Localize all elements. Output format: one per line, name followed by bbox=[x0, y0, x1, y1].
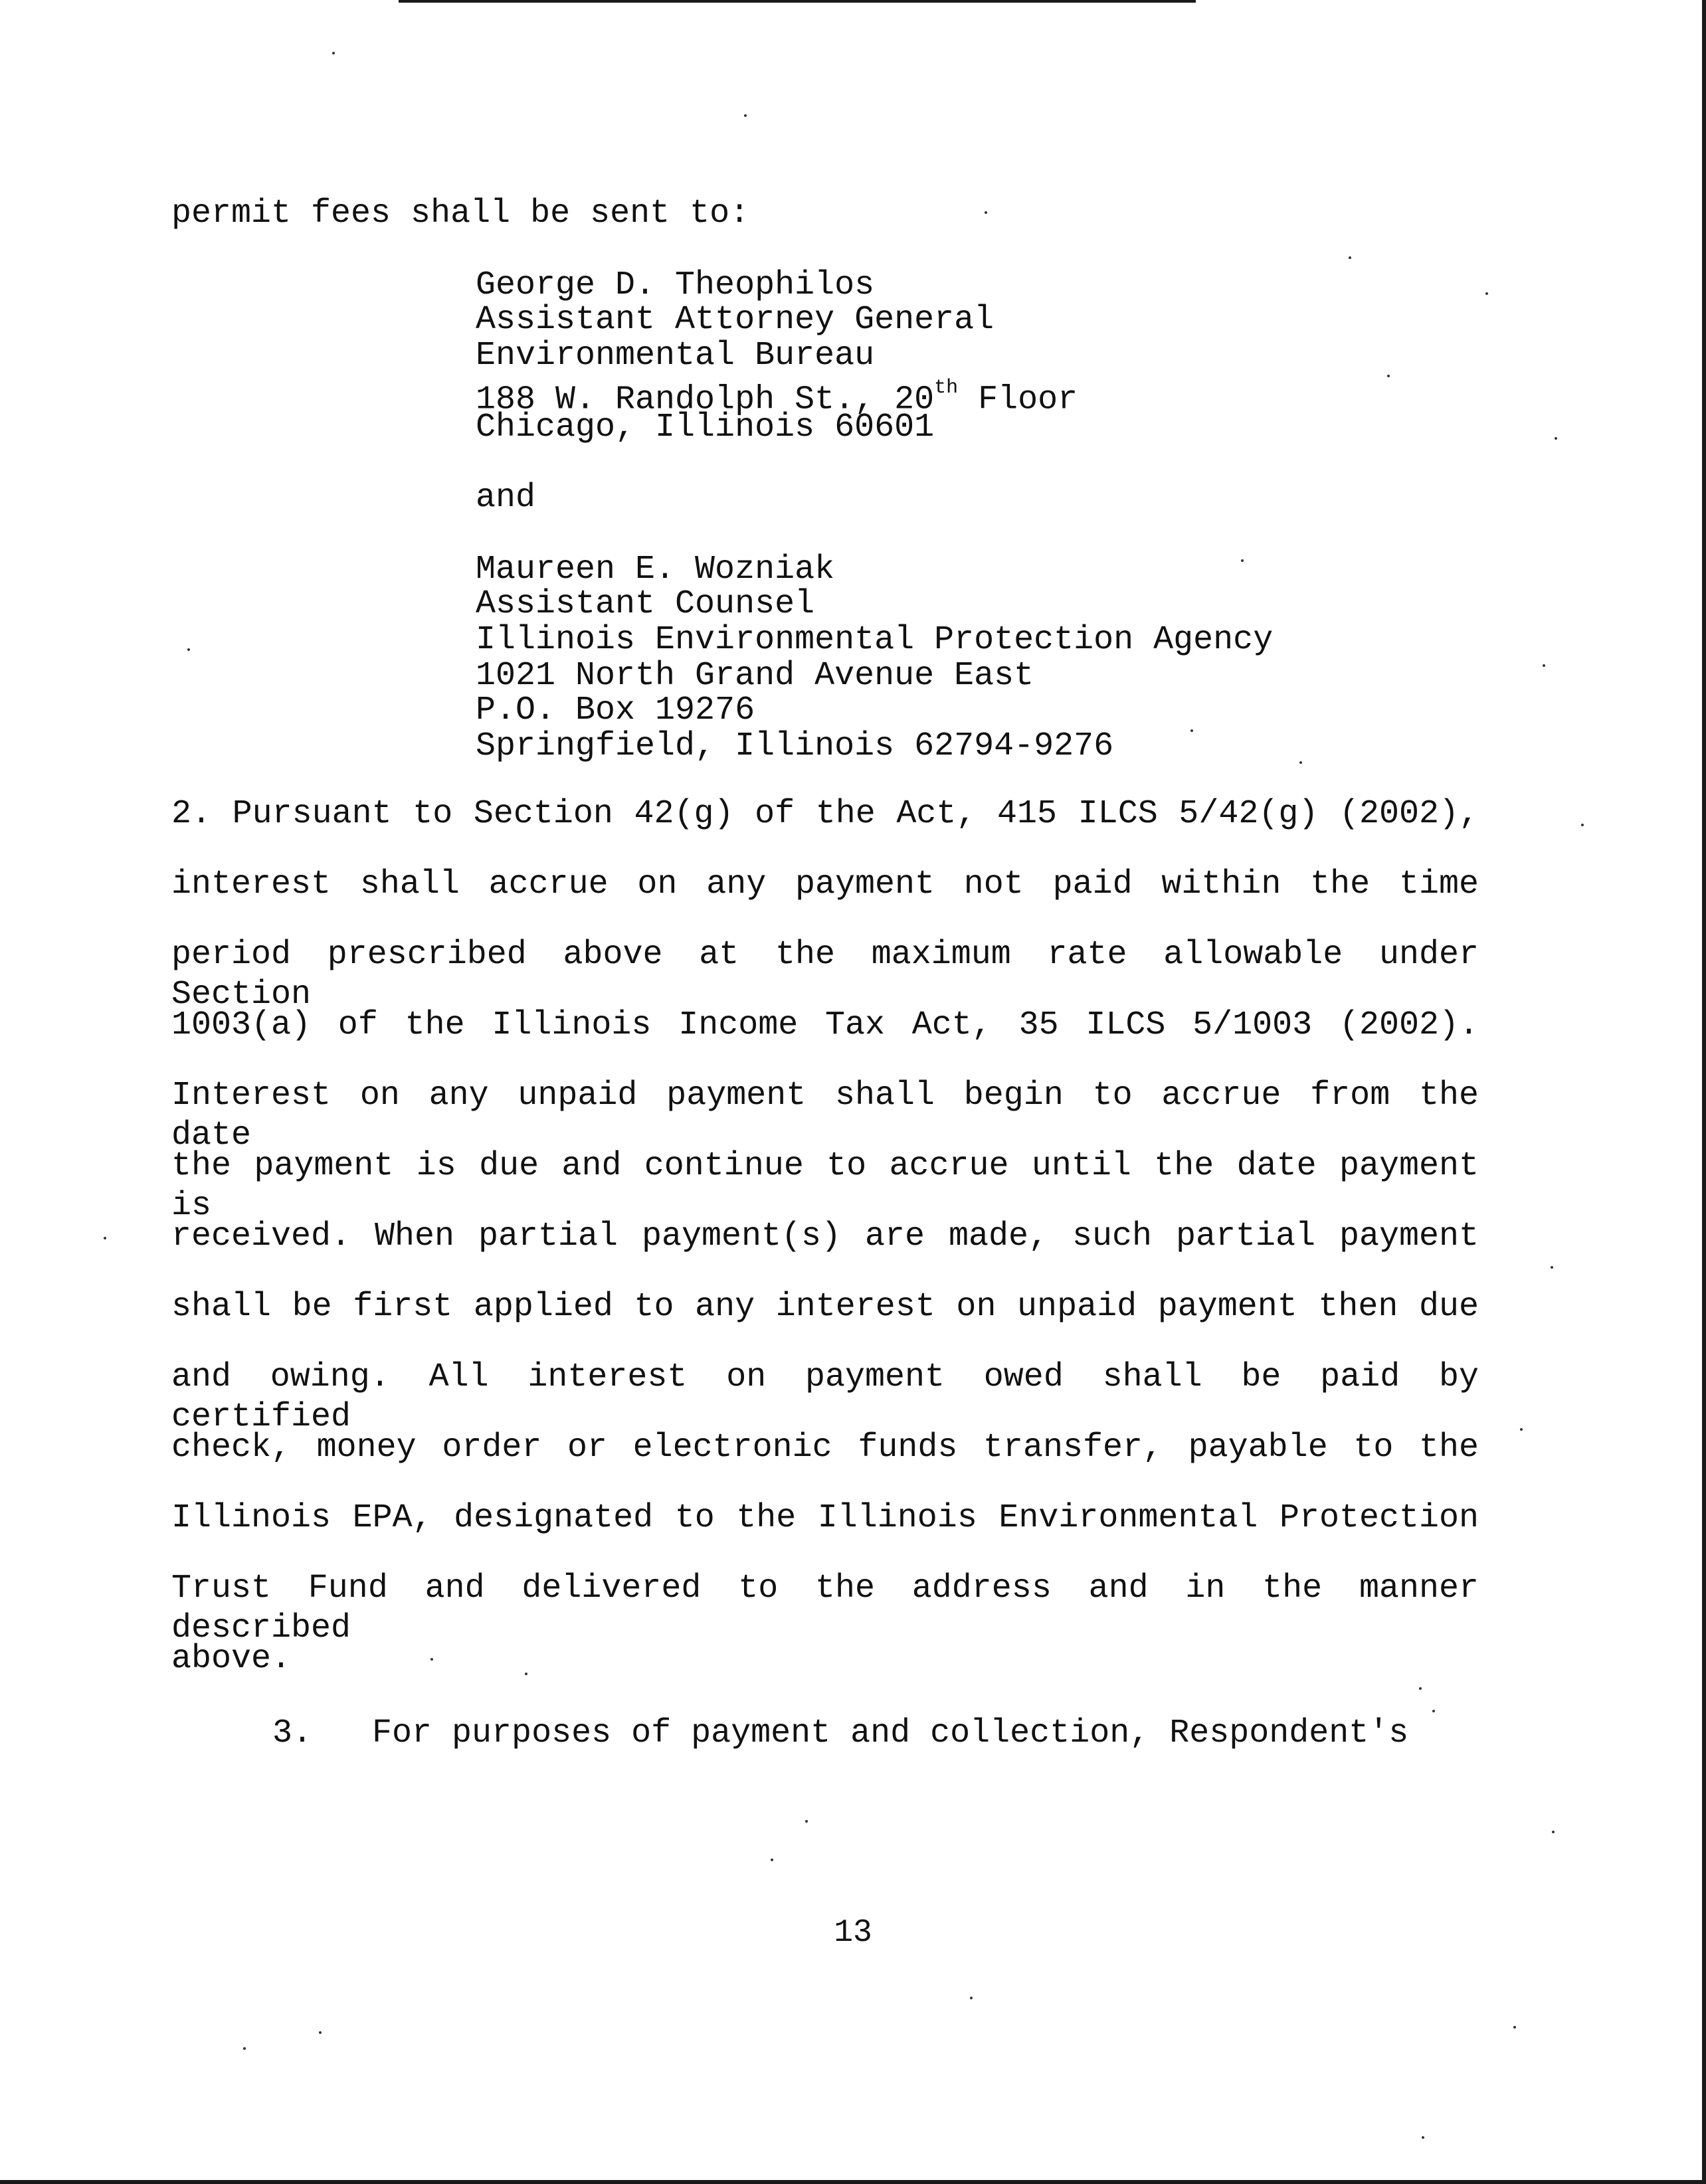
scan-speck bbox=[771, 1859, 773, 1861]
scan-speck bbox=[243, 2047, 246, 2050]
paragraph-3-start: 3. For purposes of payment and collection, Respondent's bbox=[272, 1714, 1409, 1752]
page-number: 13 bbox=[834, 1915, 872, 1951]
paragraph-2-line: the payment is due and continue to accrue until the date payment is bbox=[171, 1147, 1479, 1225]
address-2-name: Maureen E. Wozniak bbox=[476, 551, 835, 589]
address-1-name: George D. Theophilos bbox=[476, 266, 875, 304]
scan-speck bbox=[1581, 824, 1584, 826]
scan-edge-right bbox=[1702, 0, 1706, 2184]
address-1-street-suffix: Floor bbox=[958, 381, 1078, 419]
address-1-city: Chicago, Illinois 60601 bbox=[476, 409, 935, 446]
scan-speck bbox=[332, 52, 335, 54]
scan-speck bbox=[525, 1673, 527, 1675]
paragraph-2-line: Illinois EPA, designated to the Illinois Environmental Protection bbox=[171, 1499, 1479, 1537]
scan-edge-top bbox=[399, 0, 1196, 3]
intro-line: permit fees shall be sent to: bbox=[171, 195, 750, 232]
scan-speck bbox=[1520, 1428, 1523, 1431]
scan-speck bbox=[187, 648, 190, 651]
scan-speck bbox=[1555, 437, 1557, 440]
scan-speck bbox=[1419, 1687, 1422, 1690]
paragraph-2-line: Trust Fund and delivered to the address and in the manner described bbox=[171, 1570, 1479, 1647]
scan-speck bbox=[430, 1658, 433, 1661]
address-2-title: Assistant Counsel bbox=[476, 585, 815, 623]
conjunction-and: and bbox=[476, 479, 536, 517]
paragraph-2-line: check, money order or electronic funds transfer, payable to the bbox=[171, 1429, 1479, 1467]
scan-speck bbox=[1349, 256, 1351, 259]
paragraph-2-line: Interest on any unpaid payment shall begin to accrue from the date bbox=[171, 1077, 1479, 1154]
scan-speck bbox=[1190, 729, 1193, 732]
address-1-street-sup: th bbox=[934, 377, 959, 399]
scan-speck bbox=[805, 1820, 808, 1823]
scan-speck bbox=[104, 1237, 106, 1239]
scan-speck bbox=[1432, 1710, 1435, 1712]
address-2-city: Springfield, Illinois 62794-9276 bbox=[476, 727, 1114, 765]
paragraph-2-line: and owing. All interest on payment owed shall be paid by certified bbox=[171, 1358, 1479, 1436]
address-2-po-box: P.O. Box 19276 bbox=[476, 691, 755, 729]
scan-speck bbox=[1543, 664, 1545, 667]
paragraph-2-line: 1003(a) of the Illinois Income Tax Act, 35 ILCS 5/1003 (2002). bbox=[171, 1006, 1479, 1044]
scan-speck bbox=[319, 2031, 322, 2034]
address-2-agency: Illinois Environmental Protection Agency bbox=[476, 621, 1274, 659]
scan-speck bbox=[970, 1997, 973, 1999]
scan-speck bbox=[985, 211, 987, 214]
scan-speck bbox=[1552, 1831, 1555, 1833]
paragraph-2-line: period prescribed above at the maximum rate allowable under Section bbox=[171, 936, 1479, 1014]
paragraph-2-line: received. When partial payment(s) are made, such partial payment bbox=[171, 1218, 1479, 1255]
address-1-title: Assistant Attorney General bbox=[476, 301, 995, 339]
scan-speck bbox=[1551, 1266, 1553, 1269]
address-1-bureau: Environmental Bureau bbox=[476, 337, 875, 375]
scan-speck bbox=[1422, 2136, 1424, 2139]
scan-speck bbox=[1485, 292, 1488, 295]
scan-speck bbox=[744, 114, 747, 117]
scan-speck bbox=[1513, 2026, 1516, 2029]
scan-speck bbox=[1387, 375, 1390, 377]
paragraph-2-line: above. bbox=[171, 1640, 292, 1678]
scan-speck bbox=[1299, 761, 1302, 764]
paragraph-2-line: 2. Pursuant to Section 42(g) of the Act, 415 ILCS 5/42(g) (2002), bbox=[171, 795, 1479, 833]
address-1-street-prefix: 188 W. Randolph St., 20 bbox=[476, 381, 935, 419]
scan-edge-bottom bbox=[0, 2180, 1706, 2184]
address-2-street: 1021 North Grand Avenue East bbox=[476, 657, 1034, 695]
paragraph-2-line: interest shall accrue on any payment not paid within the time bbox=[171, 865, 1479, 903]
scan-speck bbox=[1241, 559, 1244, 562]
paragraph-2-line: shall be first applied to any interest on unpaid payment then due bbox=[171, 1288, 1479, 1326]
